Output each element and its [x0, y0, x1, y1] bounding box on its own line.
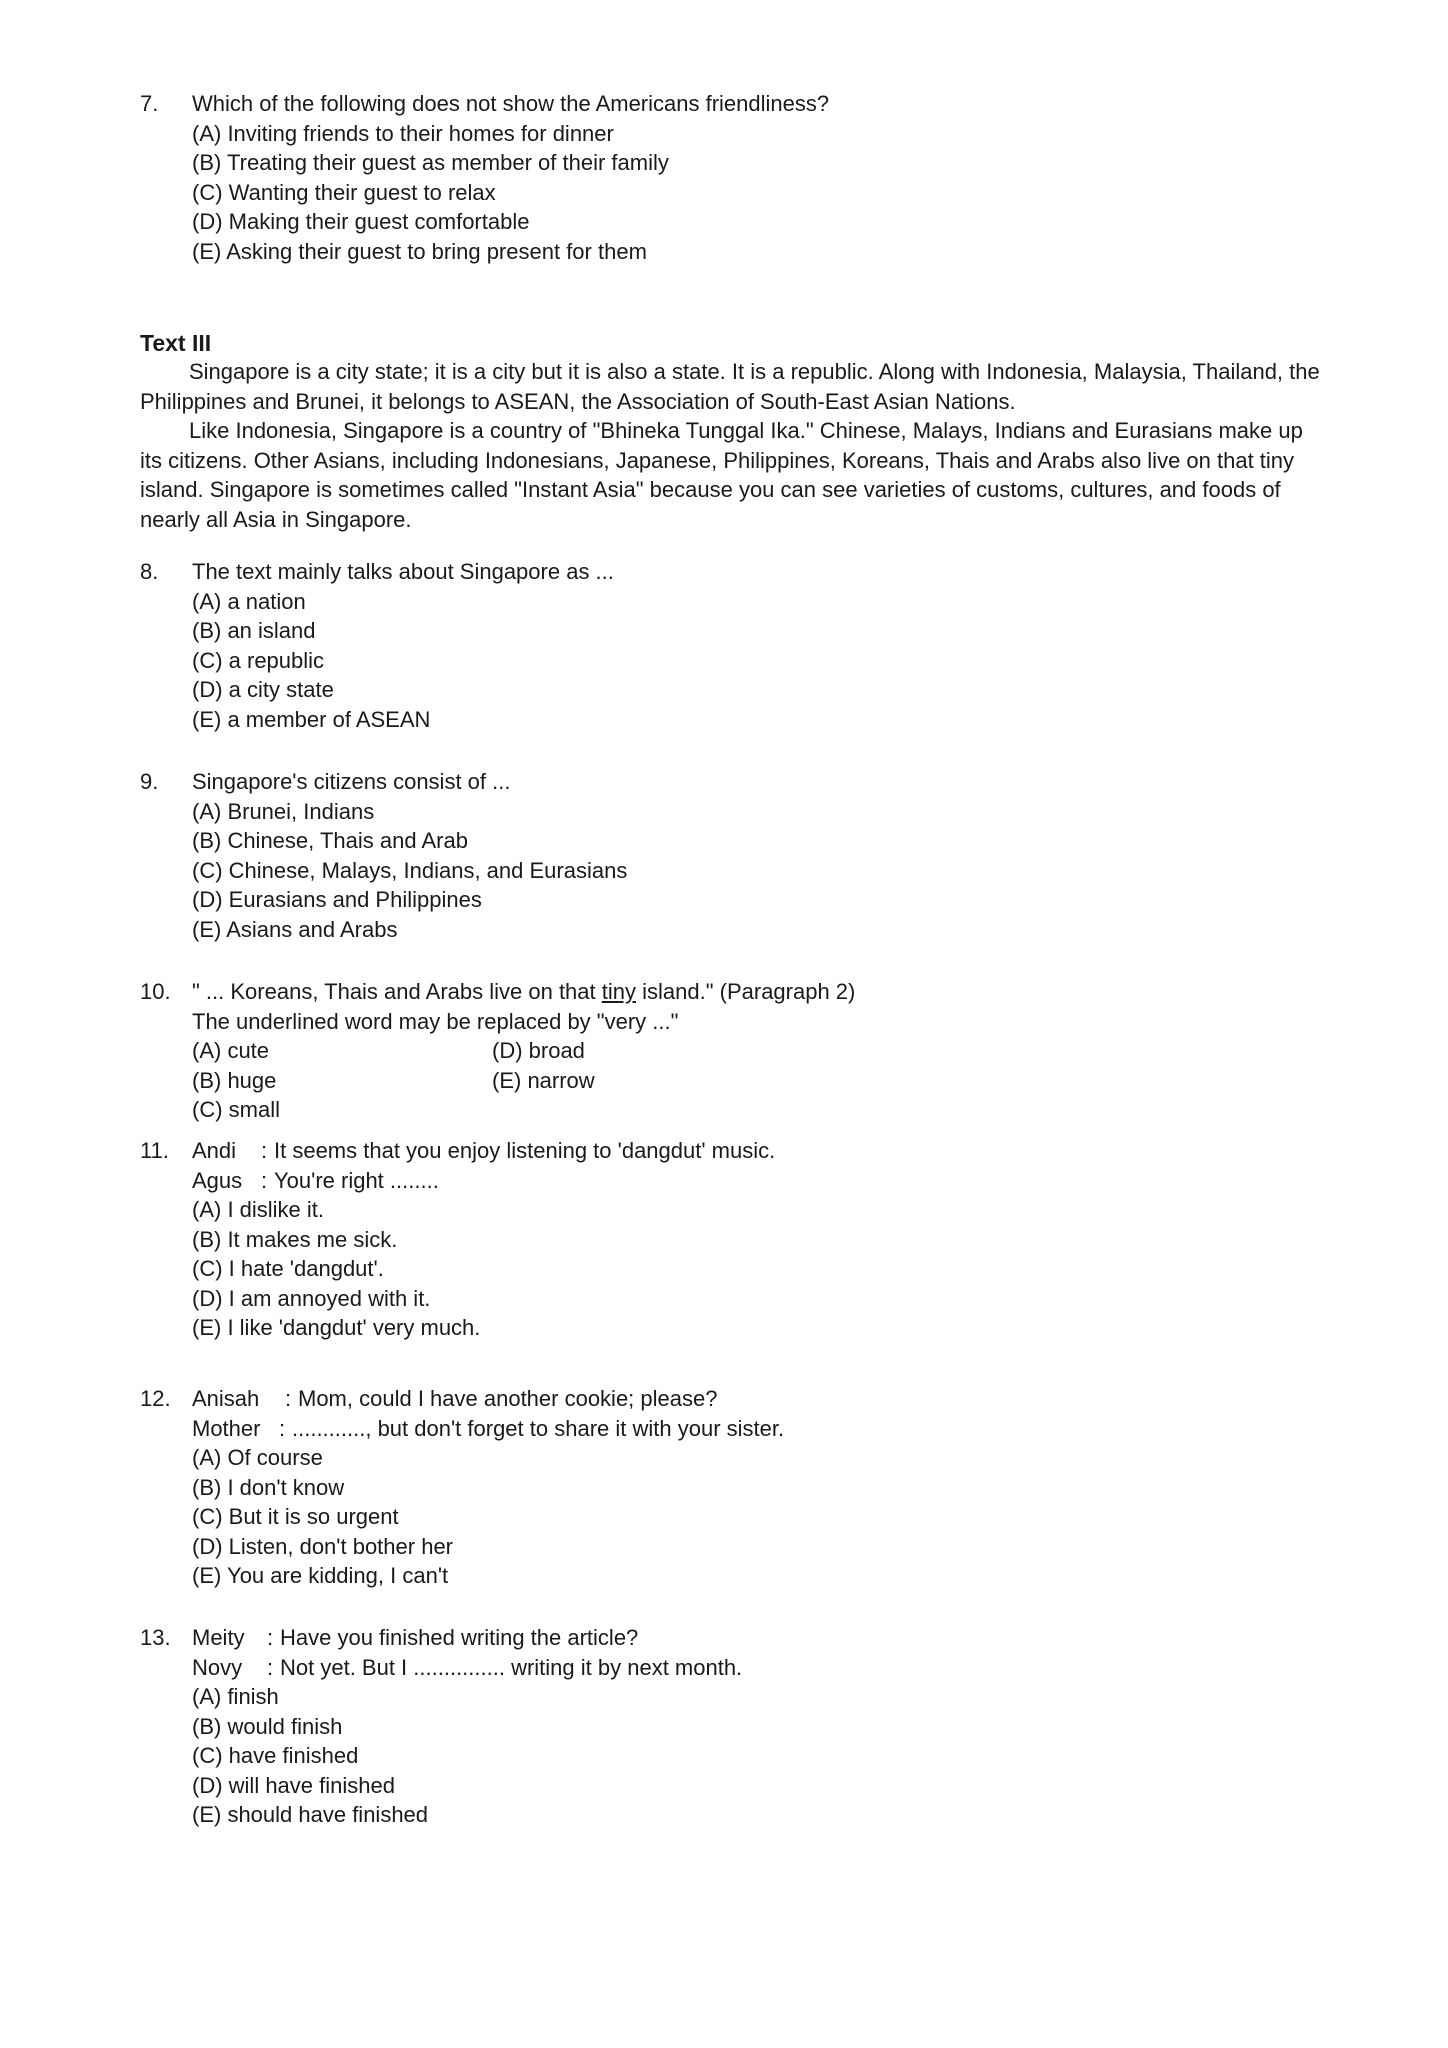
option-d: (D) Eurasians and Philippines	[192, 887, 482, 912]
dialogue-line-2: Novy : Not yet. But I ............... writing it by next month.	[192, 1653, 1290, 1683]
question-stem: Singapore's citizens consist of ...	[192, 769, 511, 794]
speaker-line: Not yet. But I ............... writing it by next month.	[280, 1654, 743, 1680]
question-9	[140, 767, 1290, 944]
dialogue-line-2: Agus : You're right ........	[192, 1166, 1290, 1196]
option-e: (E) should have finished	[192, 1802, 429, 1827]
speaker-name: Agus	[192, 1167, 243, 1193]
option-b: (B) It makes me sick.	[192, 1226, 398, 1252]
question-stem	[192, 977, 1290, 1007]
question-number: 13.	[140, 1625, 171, 1650]
speaker-name: Mother	[192, 1415, 261, 1441]
passage-paragraph-1: Singapore is a city state; it is a city but it is also a state. It is a republic. Along with Indonesia, Malaysia, Thailand, the Philippines and Brunei, it belongs to ASEAN, the Association of South-East Asian Nations.	[140, 359, 1320, 414]
dialogue-line-2: Mother : ............, but don't forget to share it with your sister.	[192, 1414, 1290, 1444]
speaker-name: Novy	[192, 1654, 243, 1680]
option-d: (D) Making their guest comfortable	[192, 209, 530, 234]
question-number: 8.	[140, 559, 159, 584]
question-11	[140, 1136, 1290, 1343]
question-number: 10.	[140, 979, 171, 1004]
question-number: 11.	[140, 1138, 169, 1163]
option-d: (D) will have finished	[192, 1772, 395, 1798]
option-e: (E) Asians and Arabs	[192, 916, 398, 942]
option-e: (E) I like 'dangdut' very much.	[192, 1315, 481, 1340]
option-c: (C) Chinese, Malays, Indians, and Eurasians	[192, 857, 628, 883]
section-title: Text III	[140, 330, 212, 356]
question-8	[140, 557, 1290, 734]
option-d: (D) broad	[492, 1038, 585, 1063]
option-e: (E) Asking their guest to bring present for them	[192, 238, 647, 264]
question-12	[140, 1384, 1290, 1591]
question-number: 9.	[140, 769, 159, 794]
reading-passage	[140, 357, 1320, 534]
options-grid	[192, 1036, 1290, 1125]
option-a: (A) a nation	[192, 588, 306, 614]
option-c: (C) But it is so urgent	[192, 1504, 399, 1529]
option-b: (B) an island	[192, 618, 316, 643]
option-b: (B) Treating their guest as member of their family	[192, 150, 669, 175]
question-number: 7.	[140, 91, 159, 116]
option-b: (B) huge	[192, 1067, 277, 1093]
option-d: (D) Listen, don't bother her	[192, 1533, 454, 1559]
question-stem: The text mainly talks about Singapore as ...	[192, 559, 614, 584]
underlined-word: tiny	[601, 979, 636, 1004]
speaker-line: ............, but don't forget to share it with your sister.	[292, 1415, 785, 1441]
stem-before: " ... Koreans, Thais and Arabs live on that	[192, 979, 602, 1004]
option-a: (A) I dislike it.	[192, 1197, 325, 1222]
question-instruction: The underlined word may be replaced by "very ..."	[192, 1008, 679, 1034]
dialogue-line-1: Anisah : Mom, could I have another cookie; please?	[192, 1384, 1290, 1414]
option-c: (C) I hate 'dangdut'.	[192, 1256, 384, 1281]
option-c: (C) Wanting their guest to relax	[192, 179, 496, 205]
dialogue-line-1: Meity : Have you finished writing the article?	[192, 1623, 1290, 1653]
option-a: (A) finish	[192, 1684, 279, 1709]
option-a: (A) Inviting friends to their homes for dinner	[192, 120, 614, 146]
option-a: (A) cute	[192, 1038, 270, 1063]
option-a: (A) Of course	[192, 1445, 323, 1470]
option-c: (C) a republic	[192, 647, 325, 673]
question-number: 12.	[140, 1386, 171, 1411]
speaker-name: Andi	[192, 1138, 237, 1163]
stem-after: island." (Paragraph 2)	[636, 979, 856, 1004]
option-b: (B) Chinese, Thais and Arab	[192, 828, 468, 853]
option-a: (A) Brunei, Indians	[192, 798, 375, 824]
question-10	[140, 977, 1290, 1125]
question-stem: Which of the following does not show the Americans friendliness?	[192, 91, 830, 116]
passage-paragraph-2: Like Indonesia, Singapore is a country of "Bhineka Tunggal Ika." Chinese, Malays, Indians and Eurasians make up its citizens. Other Asians, including Indonesians, Japanese, Philippines, Koreans, Thais and Arabs also live on that tiny island. Singapore is sometimes called "Instant Asia" because you can see varieties of customs, cultures, and foods of nearly all Asia in Singapore.	[140, 418, 1303, 532]
option-d: (D) a city state	[192, 677, 334, 702]
option-b: (B) would finish	[192, 1713, 343, 1739]
option-d: (D) I am annoyed with it.	[192, 1285, 431, 1311]
speaker-line: Mom, could I have another cookie; please?	[298, 1386, 718, 1411]
option-b: (B) I don't know	[192, 1474, 345, 1500]
speaker-line: It seems that you enjoy listening to 'dangdut' music.	[274, 1138, 776, 1163]
option-e: (E) a member of ASEAN	[192, 706, 431, 732]
option-c: (C) small	[192, 1097, 280, 1122]
question-13	[140, 1623, 1290, 1830]
option-c: (C) have finished	[192, 1743, 359, 1768]
speaker-name: Anisah	[192, 1386, 260, 1411]
speaker-name: Meity	[192, 1625, 245, 1650]
dialogue-line-1: Andi : It seems that you enjoy listening to 'dangdut' music.	[192, 1136, 1290, 1166]
option-e: (E) You are kidding, I can't	[192, 1563, 449, 1588]
question-7	[140, 89, 1290, 266]
speaker-line: You're right ........	[274, 1167, 439, 1193]
option-e: (E) narrow	[492, 1067, 595, 1093]
speaker-line: Have you finished writing the article?	[280, 1625, 639, 1650]
